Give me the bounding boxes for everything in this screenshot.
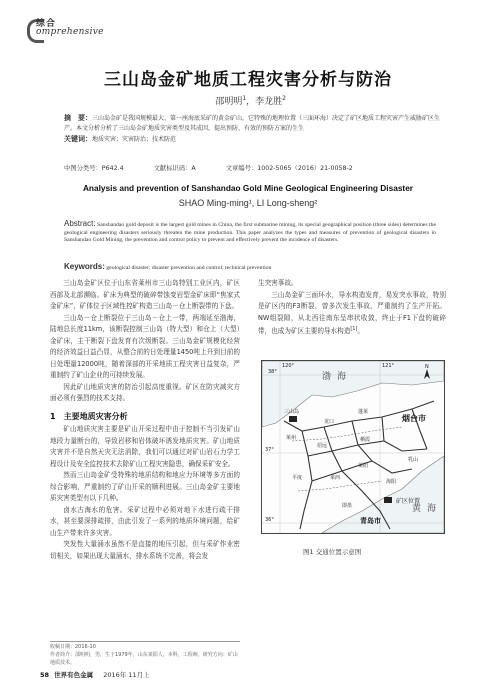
mine-location-marker: [289, 416, 297, 422]
meta-doc: 文献标识码：A: [153, 165, 196, 172]
author-name-2: ，李龙胜: [246, 97, 283, 107]
place-label: 平度: [292, 475, 303, 481]
paragraph: 生突害事故。: [258, 279, 298, 287]
page-footer: [40, 670, 150, 679]
keywords-cn: 地质灾害；灾害防治；技术防范: [92, 136, 177, 143]
place-label: 栖霞: [360, 437, 371, 443]
article-title: 三山岛金矿地质工程灾害分析与防治: [104, 70, 392, 90]
place-label: 莱西: [330, 475, 341, 481]
place-label: 海阳: [386, 479, 397, 485]
lon-label: 121°: [382, 363, 395, 369]
lon-label: 120°: [282, 363, 295, 369]
paragraph: 三山岛－仓上断裂位于三山岛－仓上一带，两端延至渤海，陆地总长度11km，该断裂控制三山岛（特大型）和仓上（大型）金矿床，主干断裂下盘发育有次级断裂。三山岛金矿规模化经营的经济效益日益凸显，从整合前的日处理量1450吨上升到目前的日处理量12000吨，随着深部的开采地质工程灾害日益复杂，严重制约了矿山企业的可持续发展。: [50, 313, 240, 379]
lat-label: 38°: [268, 369, 277, 375]
paragraph-text: 三山岛金矿三面环水，导水构造发育，易发突水事故，特别是矿区内的F3断裂，曾多次发生事故，严重制约了生产开拓。NW组裂隙，从北西往南东呈串状收敛，终止于F1下盘的破碎带，也成为矿区主要的导水构造: [258, 290, 446, 336]
legend-mine-label: 矿区位置: [396, 498, 421, 505]
abstract-en: [64, 220, 436, 245]
abstract-cn-text: 三山岛金矿是我国规模最大、第一座海底采矿的黄金矿山，它特殊的地理位置（三面环海）决定了矿区地质工程灾害产生威胁矿区生产。本文分析分析了三山岛金矿地质灾害类型及其成因，提出预防、有效的预防方案的生生: [64, 115, 441, 132]
place-label: 莱州: [286, 435, 297, 441]
paragraph: 突发性大量涌水虽然不是直接的地压引起，但与采矿作业密切相关，如果出现大量涌水，排水系统不完善，将会发: [50, 540, 240, 560]
keywords-en-text: geological disaster; disaster prevention and control; technical prevention: [104, 265, 272, 271]
place-label: 蓬莱: [358, 409, 369, 415]
location-map-svg: [262, 361, 444, 533]
authors: [215, 94, 286, 107]
author-sup-1: 1: [242, 95, 247, 102]
sea-label: 海: [337, 372, 347, 382]
lat-label: 37°: [265, 447, 274, 453]
abstract-cn-label: 摘 要：: [64, 114, 92, 122]
city-label: 青岛市: [360, 517, 381, 525]
meta-article-no: 文章编号：1002-5065（2016）21-0058-2: [225, 165, 353, 172]
paragraph: 卤水古海水的危害。采矿过程中必须对地下水进行疏干排水，甚至要深排疏排，由此引发了一系列的地质环境问题，给矿山生产带来许多灾害。: [50, 505, 240, 537]
section-tag: [27, 16, 104, 44]
footnote: [50, 643, 240, 667]
section-tag-cn: 综合: [36, 19, 57, 29]
keywords-en: [64, 262, 444, 271]
authors-en: SHAO Ming-ming¹, LI Long-sheng²: [178, 198, 318, 208]
page-number: 58: [40, 671, 50, 679]
place-label: 龙口: [324, 419, 335, 425]
section-heading: 1 主要地质灾害分析: [50, 411, 128, 421]
place-label: 招远: [317, 443, 328, 449]
keywords-cn-label: 关键词：: [64, 135, 92, 143]
journal-issue: 2016年 11月上: [103, 671, 150, 679]
abstract-en-label: Abstract:: [64, 219, 96, 228]
paragraph: 因此矿山地质灾害的防治引起高度重视。矿区在防灾减灾方面必须有强烈的技术支持。: [50, 382, 240, 402]
paragraph: 然而三山岛金矿受特殊的地质结构和地应力环境等多方面的综合影响，严重制约了矿山开采的顺利进展。三山岛金矿主要地质灾害类型有以下几种。: [50, 471, 240, 502]
footnote-author: 作者简介：邵明明，男，生于1979年，山东莱阳人，本科，工程师，研究方向：矿山地质技术。: [50, 652, 238, 666]
place-label: 乳山: [408, 457, 419, 463]
column-left: [50, 278, 240, 562]
paragraph: [258, 290, 446, 338]
abstract-en-text: Sanshandao gold deposit is the largest gold mines in China, the first submarine mining, its special geographical position (three sides) determines the geological engineering disasters seriously threaten the mine production. This paper analyzes the types and measures of prevention of geological disasters in Sanshandao Gold Mining, the prevention and control policy to prevent and effectively prevent the incidence of disasters.: [64, 222, 436, 243]
legend-mine-icon: [384, 497, 392, 503]
author-sup-2: 2: [282, 95, 286, 102]
keywords-en-label: Keywords:: [64, 262, 105, 271]
sea-label: 渤: [322, 372, 332, 382]
sea-label: 黄: [412, 504, 422, 514]
paragraph: 矿山地质灾害主要是矿山开采过程中由于控制不当引发矿山地段力量断台的，导致岩移和岩体破坏诱发地质灾害。矿山地质灾害并不是自然天灾无法消除，我们可以通过对矿山岩石力学工程设计及安全监控技术去除矿山工程灾害隐患，确保采矿安全。: [50, 425, 240, 468]
citation: [1]: [350, 326, 358, 332]
author-name: 邵明明: [215, 97, 243, 107]
figure-caption: 图1 交通位置示意图: [303, 548, 362, 556]
column-right: [258, 278, 446, 338]
place-label: 即墨: [342, 503, 353, 509]
section-tag-en: omprehensive: [36, 27, 104, 37]
article-title-en: Analysis and prevention of Sanshandao Gold Mine Geological Engineering Disaster: [82, 183, 414, 193]
place-label: 三山岛: [284, 409, 300, 415]
footnote-received: 收稿日期：2016-10: [50, 644, 96, 650]
footnote-divider: [50, 641, 240, 642]
paragraph: 三山岛金矿区位于山东省莱州市三山岛特别工业区内，矿区西部及北部濒临。矿床为典型的破碎带蚀变岩型金矿床即“焦家式金矿床”，矿体位于区域性控矿构造三山岛－仓上断裂带的下盘。: [50, 279, 240, 310]
city-label: 烟台市: [402, 414, 426, 423]
journal-name: 世界有色金属: [54, 671, 94, 679]
lat-label: 36°: [265, 517, 274, 523]
article-meta: [64, 163, 454, 172]
sea-label: 海: [427, 504, 437, 514]
meta-clc: 中图分类号：P642.4: [64, 165, 124, 172]
abstract-cn: [64, 113, 444, 145]
location-map: [261, 360, 445, 534]
north-label: N: [425, 364, 429, 370]
paragraph-end: 。: [357, 327, 364, 336]
place-label: 莱阳: [358, 463, 369, 469]
